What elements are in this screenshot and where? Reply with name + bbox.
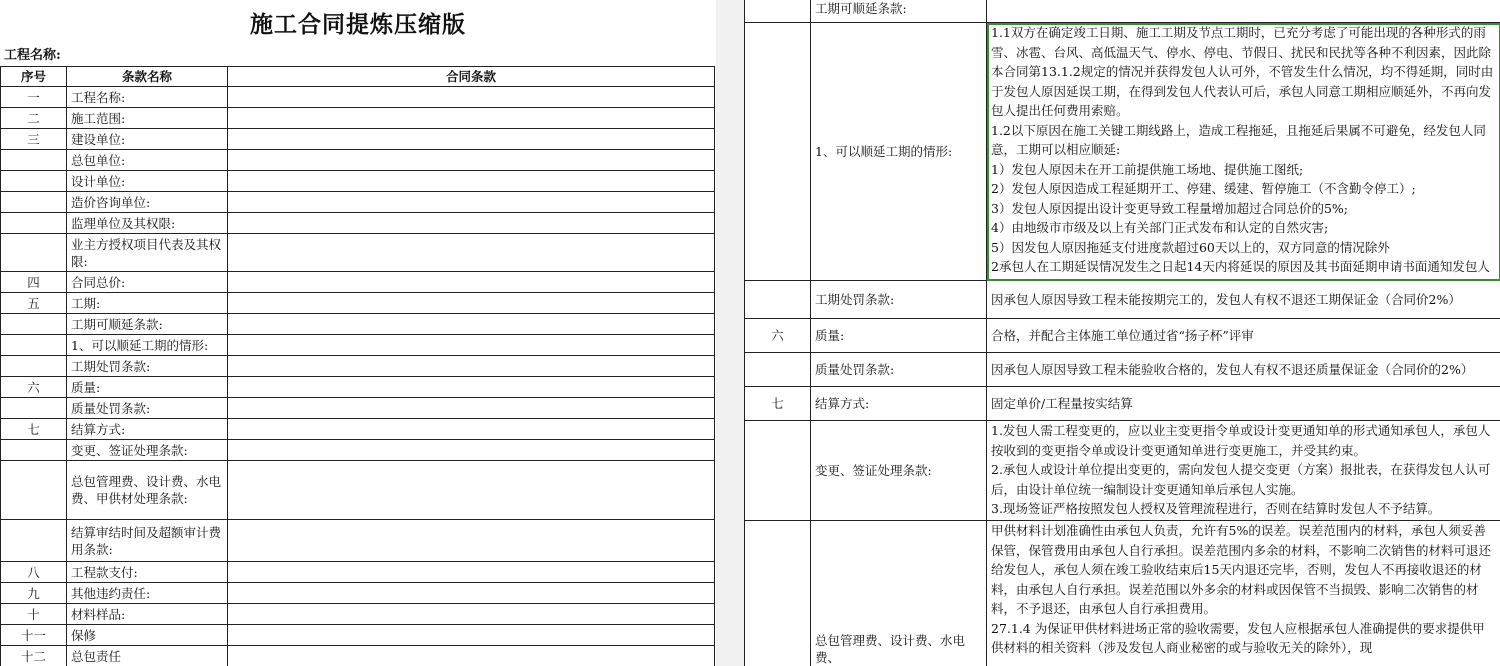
row-seq: 六 <box>1 377 67 398</box>
row-clause-name: 变更、签证处理条款: <box>67 440 228 461</box>
row-seq <box>1 150 67 171</box>
row-clause-name: 工程款支付: <box>67 562 228 583</box>
row-seq <box>1 461 67 520</box>
table-row <box>1 150 715 171</box>
row-clause-content <box>228 419 715 440</box>
row-seq: 十二 <box>1 646 67 666</box>
page-gap <box>716 0 744 666</box>
table-row <box>1 335 715 356</box>
table-row <box>1 461 715 520</box>
table-row <box>745 421 1500 521</box>
row-clause-content: 因承包人原因导致工程未能按期完工的，发包人有权不退还工期保证金（合同价2%） <box>987 281 1500 319</box>
row-clause-name: 1、可以顺延工期的情形: <box>67 335 228 356</box>
table-row <box>1 398 715 419</box>
header-seq: 序号 <box>1 67 67 87</box>
row-seq: 八 <box>1 562 67 583</box>
left-page <box>0 0 716 666</box>
clause-detail-table <box>744 0 1500 666</box>
row-seq: 九 <box>1 583 67 604</box>
table-row <box>1 419 715 440</box>
row-clause-content <box>228 293 715 314</box>
row-clause-content: 固定单价/工程量按实结算 <box>987 387 1500 421</box>
table-row <box>1 562 715 583</box>
table-row <box>1 377 715 398</box>
row-clause-name: 工期可顺延条款: <box>67 314 228 335</box>
table-row <box>1 234 715 272</box>
clause-index-table <box>0 66 715 666</box>
row-seq: 十一 <box>1 625 67 646</box>
row-clause-name: 总包单位: <box>67 150 228 171</box>
row-clause-name: 质量: <box>811 319 987 353</box>
table-row <box>1 213 715 234</box>
row-seq <box>745 281 811 319</box>
row-clause-name: 材料样品: <box>67 604 228 625</box>
row-clause-content <box>228 461 715 520</box>
row-clause-name: 工程名称: <box>67 87 228 108</box>
table-row <box>1 87 715 108</box>
table-row <box>1 293 715 314</box>
row-clause-content <box>228 335 715 356</box>
row-clause-content <box>228 129 715 150</box>
row-clause-content <box>228 213 715 234</box>
row-clause-content <box>228 356 715 377</box>
row-clause-name: 工期可顺延条款: <box>811 0 987 23</box>
row-clause-content <box>228 171 715 192</box>
row-clause-name: 总包管理费、设计费、水电费、 <box>811 521 987 666</box>
row-clause-name: 施工范围: <box>67 108 228 129</box>
row-seq: 七 <box>745 387 811 421</box>
row-clause-content <box>228 377 715 398</box>
row-clause-name: 其他违约责任: <box>67 583 228 604</box>
table-row <box>1 272 715 293</box>
row-clause-name: 保修 <box>67 625 228 646</box>
row-clause-content: 1.发包人需工程变更的，应以业主变更指令单或设计变更通知单的形式通知承包人，承包人按收到的变更指令单或设计变更通知单进行变更施工，并受其约束。 2.承包人或设计单位提出变更的，需向发包人提交变更（方案）报批表，在获得发包人认可后，由设计单位统一编制设计变更通知单后承包人实施。 3.现场签证严格按照发包人授权及管理流程进行，否则在结算时发包人不予结算。 <box>987 421 1500 521</box>
table-row <box>1 625 715 646</box>
table-row <box>1 171 715 192</box>
row-seq: 四 <box>1 272 67 293</box>
row-seq: 七 <box>1 419 67 440</box>
row-seq <box>1 234 67 272</box>
row-seq <box>1 335 67 356</box>
row-clause-name: 合同总价: <box>67 272 228 293</box>
table-row <box>1 108 715 129</box>
row-clause-content <box>228 562 715 583</box>
row-clause-name: 建设单位: <box>67 129 228 150</box>
row-clause-name: 工期处罚条款: <box>811 281 987 319</box>
row-clause-content <box>228 440 715 461</box>
row-clause-name: 1、可以顺延工期的情形: <box>811 23 987 281</box>
table-row <box>745 23 1500 281</box>
row-seq: 二 <box>1 108 67 129</box>
row-clause-name: 总包责任 <box>67 646 228 666</box>
header-clause-name: 条款名称 <box>67 67 228 87</box>
row-clause-content <box>228 625 715 646</box>
row-clause-name: 质量: <box>67 377 228 398</box>
row-seq <box>1 356 67 377</box>
row-seq <box>745 0 811 23</box>
table-row <box>1 129 715 150</box>
row-seq <box>1 440 67 461</box>
row-clause-name: 结算方式: <box>811 387 987 421</box>
row-clause-name: 结算方式: <box>67 419 228 440</box>
row-clause-content: 甲供材料计划准确性由承包人负责，允许有5%的误差。误差范围内的材料，承包人须妥善保管，保管费用由承包人自行承担。误差范围内多余的材料，不影响二次销售的材料可退还给发包人，承包人须在竣工验收结束后15天内退还完毕，否则，发包人不再接收退还的材料，由承包人自行承担。误差范围以外多余的材料或因保管不当损毁、影响二次销售的材料，不予退还，由承包人自行承担费用。 27.1.4 为保证甲供材料进场正常的验收需要，发包人应根据承包人准确提供的要求提供甲供材料的相关资料（涉及发包人商业秘密的或与验收无关的除外），现 <box>987 521 1500 666</box>
row-clause-content <box>228 234 715 272</box>
table-row <box>1 520 715 562</box>
row-clause-content: 因承包人原因导致工程未能验收合格的，发包人有权不退还质量保证金（合同价的2%） <box>987 353 1500 387</box>
row-clause-content <box>987 0 1500 23</box>
row-clause-content <box>228 87 715 108</box>
table-row <box>745 387 1500 421</box>
table-row <box>745 0 1500 23</box>
row-clause-name: 工期: <box>67 293 228 314</box>
table-row <box>1 583 715 604</box>
table-row <box>1 314 715 335</box>
row-clause-name: 监理单位及其权限: <box>67 213 228 234</box>
row-clause-name: 业主方授权项目代表及其权限: <box>67 234 228 272</box>
row-clause-name: 设计单位: <box>67 171 228 192</box>
row-clause-name: 总包管理费、设计费、水电费、甲供材处理条款: <box>67 461 228 520</box>
table-row <box>1 646 715 666</box>
table-row <box>1 192 715 213</box>
row-seq: 五 <box>1 293 67 314</box>
row-seq <box>1 213 67 234</box>
row-clause-content <box>228 192 715 213</box>
document-title: 施工合同提炼压缩版 <box>250 11 466 38</box>
row-clause-content <box>228 272 715 293</box>
row-clause-name: 结算审结时间及超额审计费用条款: <box>67 520 228 562</box>
table-row <box>745 353 1500 387</box>
row-seq <box>745 421 811 521</box>
table-row <box>1 604 715 625</box>
row-clause-content <box>228 583 715 604</box>
row-seq: 一 <box>1 87 67 108</box>
table-row <box>745 319 1500 353</box>
row-seq <box>745 23 811 281</box>
row-seq: 十 <box>1 604 67 625</box>
row-seq <box>1 171 67 192</box>
row-clause-content <box>228 314 715 335</box>
table-row <box>745 521 1500 666</box>
row-clause-name: 质量处罚条款: <box>811 353 987 387</box>
row-clause-content <box>228 520 715 562</box>
row-clause-content: 合格，并配合主体施工单位通过省“扬子杯”评审 <box>987 319 1500 353</box>
row-clause-name: 工期处罚条款: <box>67 356 228 377</box>
row-clause-content <box>228 398 715 419</box>
row-clause-content <box>228 150 715 171</box>
row-clause-name: 质量处罚条款: <box>67 398 228 419</box>
row-seq <box>1 192 67 213</box>
project-name-label: 工程名称: <box>4 48 61 63</box>
row-clause-content <box>228 604 715 625</box>
row-seq: 六 <box>745 319 811 353</box>
table-row <box>745 281 1500 319</box>
row-seq <box>745 521 811 666</box>
row-clause-content <box>228 646 715 666</box>
row-seq: 三 <box>1 129 67 150</box>
row-clause-content <box>228 108 715 129</box>
header-clause-content: 合同条款 <box>228 67 715 87</box>
row-clause-name: 变更、签证处理条款: <box>811 421 987 521</box>
row-clause-content: 1.1双方在确定竣工日期、施工工期及节点工期时，已充分考虑了可能出现的各种形式的雨雪、冰雹、台风、高低温天气、停水、停电、节假日、扰民和民扰等各种不利因素，因此除本合同第13.1.2规定的情况并获得发包人认可外，不管发生什么情况，均不得延期，同时由于发包人原因延误工期，在得到发包人代表认可后，承包人同意工期相应顺延外，不再向发包人提出任何费用索赔。 1.2以下原因在施工关键工期线路上，造成工程拖延，且拖延后果属不可避免，经发包人同意，工期可以相应顺延: 1）发包人原因未在开工前提供施工场地、提供施工图纸; 2）发包人原因造成工程延期开工、停建、缓建、暂停施工（不含勤令停工）; 3）发包人原因提出设计变更导致工程量增加超过合同总价的5%; 4）由地级市市级及以上有关部门正式发布和认定的自然灾害; 5）因发包人原因拖延支付进度款超过60天以上的，双方同意的情况除外 2承包人在工期延误情况发生之日起14天内将延误的原因及其书面延期申请书面通知发包人 <box>987 23 1500 281</box>
row-seq <box>1 314 67 335</box>
row-clause-name: 造价咨询单位: <box>67 192 228 213</box>
table-row <box>1 440 715 461</box>
table-row <box>1 356 715 377</box>
row-seq <box>1 398 67 419</box>
row-seq <box>745 353 811 387</box>
row-seq <box>1 520 67 562</box>
right-page <box>744 0 1500 666</box>
